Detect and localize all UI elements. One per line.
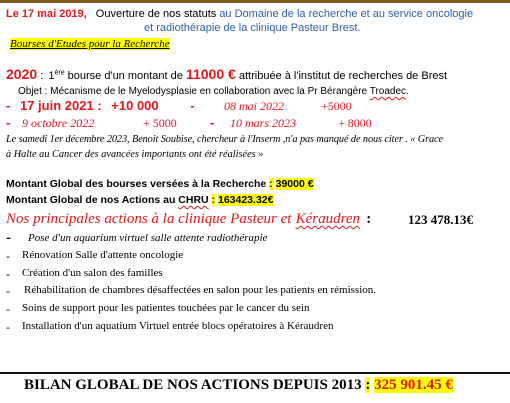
bilan-separator (0, 372, 510, 374)
global-bourses-colon: : (269, 178, 273, 190)
bourse-text: bourse d'un montant de (67, 70, 183, 82)
actions-amount: 123 478.13€ (408, 212, 473, 227)
dates2-value1: + 5000 (143, 116, 177, 130)
global-chru-line (6, 194, 273, 206)
bourse-2020-line (6, 66, 447, 82)
objet-text: Mécanisme de le Myelodysplasie en collaboration avec la Pr Bérangère (50, 86, 368, 97)
action-item: Installation d'un aquatium Virtuel entrée blocs opératoires à Kéraudren (22, 320, 334, 332)
header-intro: Ouverture de nos statuts (95, 8, 217, 20)
global-chru-name: CHRU (178, 194, 209, 206)
header-domain-2: et radiothérapie de la clinique Pasteur Brest. (144, 22, 361, 34)
action-item: Soins de support pour les patientes touchées par le cancer du sein (22, 302, 310, 314)
global-bourses-value: 39000 € (275, 178, 314, 190)
quote-line-1: Le samedi 1er décembre 2023, Benoit Soubise, chercheur à l'Inserm ,n'a pas manqué de nous citer . « Grace (6, 134, 443, 145)
header-date: Le 17 mai 2019, (6, 8, 87, 20)
bilan-line (24, 377, 453, 394)
action-item: Réhabilitation de chambres désaffectées en salon pour les patients en rémission. (24, 284, 376, 296)
dates1-date: 17 juin 2021 (19, 98, 94, 113)
dates1-date2: 08 mai 2022 (224, 99, 284, 113)
action-item: Rénovation Salle d'attente oncologie (22, 249, 184, 261)
actions-title-line (6, 210, 371, 228)
dates2-dash2: - (210, 115, 215, 130)
bourse-amount: 11000 € (185, 66, 236, 82)
objet-line (18, 86, 409, 97)
action-item-dash: - (6, 284, 10, 298)
bourse-year: 2020 (6, 66, 38, 82)
bourse-colon: : (40, 70, 44, 82)
top-border (0, 0, 510, 3)
objet-name: Troadec (369, 86, 407, 97)
global-bourses-line (6, 178, 314, 190)
objet-label: Objet : (18, 86, 48, 97)
dates1-value2: +5000 (321, 99, 352, 113)
actions-title-name: Kéraudren (295, 211, 361, 227)
bilan-colon: : (365, 377, 371, 393)
quote-line-2: à Halte au Cancer des avancées importants ont été réalisées » (6, 149, 264, 160)
action-item-dash: - (6, 320, 10, 334)
dates1-colon: : (97, 98, 102, 113)
bourse-sup: ère (54, 69, 65, 77)
bilan-label: BILAN GLOBAL DE NOS ACTIONS DEPUIS 2013 (24, 377, 362, 393)
action-item-dash: - (6, 267, 10, 281)
header-line-1 (6, 8, 473, 20)
action-item-dash: - (6, 302, 10, 316)
dates2-value2: + 8000 (338, 116, 372, 130)
dates2-dash1: - (6, 115, 11, 130)
bourse-beneficiary: attribuée à l'institut de recherches de Brest (238, 70, 448, 82)
global-chru-label: Montant Global de nos Actions au (6, 194, 176, 206)
dates1-dash2: - (190, 98, 195, 113)
action-item: Création d'un salon des familles (22, 267, 163, 279)
action-item-dash: - (6, 249, 10, 263)
actions-title: Nos principales actions à la clinique Pasteur et (6, 211, 292, 227)
dates-line-1 (6, 98, 195, 113)
global-chru-value: 163423.32€ (217, 194, 274, 206)
bourse-ordinal: 1 (48, 70, 55, 82)
objet-end: . (406, 86, 409, 97)
header-domain: au Domaine de la recherche et au service oncologie (219, 8, 474, 20)
dates1-dash: - (6, 98, 11, 113)
global-chru-colon: : (211, 194, 216, 206)
bilan-value: 325 901.45 € (374, 377, 453, 393)
action-item-dash: - (6, 230, 11, 246)
actions-title-colon: : (366, 211, 372, 227)
bourses-title: Bourses d'Etudes pour la Recherche (10, 38, 170, 50)
dates2-date2: 10 mars 2023 (230, 116, 297, 130)
action-item: Pose d'un aquarium virtuel salle attente radiothérapie (28, 232, 268, 244)
global-bourses-label: Montant Global des bourses versées à la Recherche (6, 178, 267, 190)
dates1-value: +10 000 (111, 98, 159, 113)
dates2-date1: 9 octobre 2022 (22, 116, 95, 130)
